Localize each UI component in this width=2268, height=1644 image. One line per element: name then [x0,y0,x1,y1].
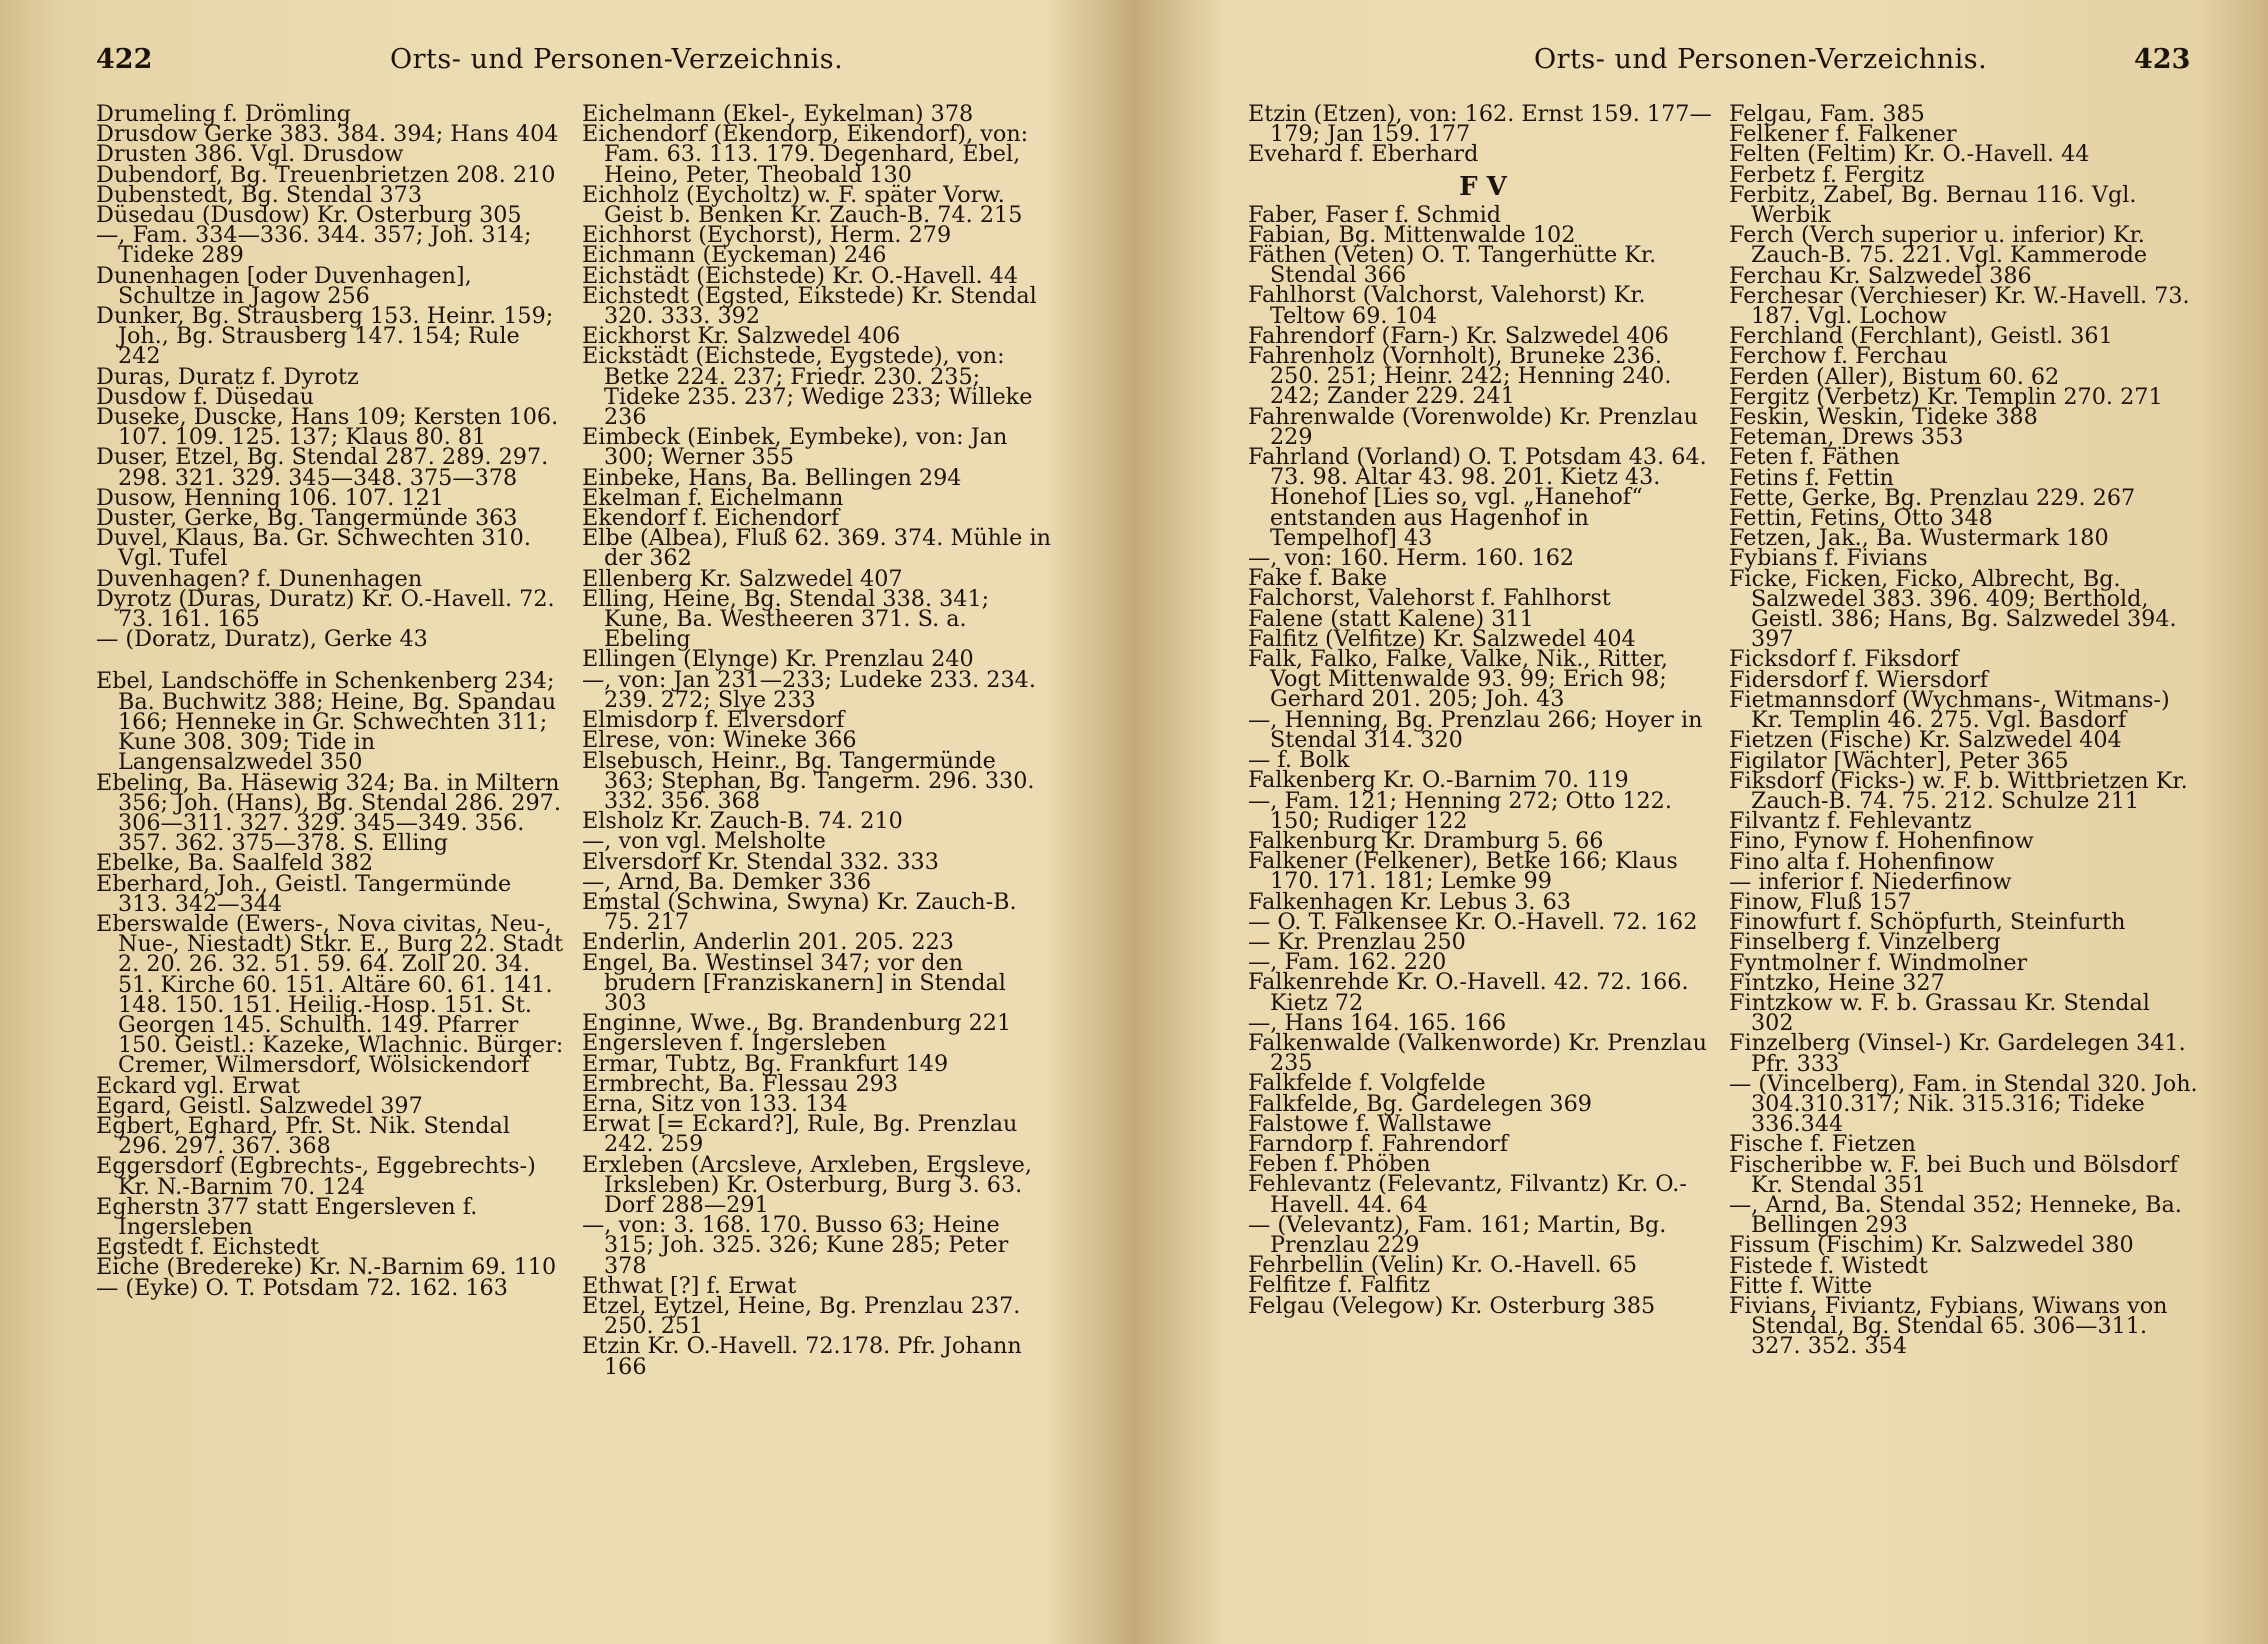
index-entry: Elling, Heine, Bg. Stendal 338. 341; Kune, Ba. Westheeren 371. S. a. Ebeling [582,585,990,653]
index-entry: Dubendorf, Bg. Treuenbrietzen 208. 210 [96,161,556,188]
left-column-2 [582,101,1052,1380]
index-entry: Ferchau Kr. Salzwedel 386 [1729,262,2032,289]
index-entry: Eichmann (Eyckeman) 246 [582,242,887,269]
index-entry: Dusow, Henning 106. 107. 121 [96,484,444,511]
index-entry: Fahrenholz (Vornholt), Bruneke 236. 250. 251; Heinr. 242; Henning 240. 242; Zander 229. 241 [1248,343,1672,410]
index-entry: Fische f. Fietzen [1729,1131,1916,1158]
index-entry: —, Arnd, Ba. Demker 336 [582,868,872,895]
index-entry: Egbert, Eghard, Pfr. St. Nik. Stendal 296. 297. 367. 368 [96,1112,510,1160]
index-entry: Fino, Fynow f. Hohenfinow [1729,828,2034,855]
index-entry: Duras, Duratz f. Dyrotz [96,363,359,390]
left-column-1 [96,101,564,1301]
left-running-header: Orts- und Personen-Verzeichnis. [390,44,844,75]
index-entry: Eichelmann (Ekel-, Eykelman) 378 [582,101,974,127]
index-entry: Finzelberg (Vinsel-) Kr. Gardelegen 341. Pfr. 333 [1729,1030,2186,1077]
index-entry: Fischeribbe w. F. bei Buch und Bölsdorf Kr. Stendal 351 [1729,1151,2178,1198]
section-heading-f: F V [1459,171,1507,202]
index-entry: Erna, Sitz von 133. 134 [582,1090,848,1117]
index-entry: Figilator [Wächter], Peter 365 [1729,747,2069,774]
index-entry: — (Eyke) O. T. Potsdam 72. 162. 163 [96,1274,508,1301]
index-entry: Elsebusch, Heinr., Bg. Tangermünde 363; Stephan, Bg. Tangerm. 296. 330. 332. 356. 368 [582,747,1035,814]
index-entry: — (Velevantz), Fam. 161; Martin, Bg. Prenzlau 229 [1248,1211,1667,1258]
index-entry: Eckard vgl. Erwat [96,1072,301,1099]
index-entry: Fidersdorf f. Wiersdorf [1729,666,1989,693]
index-entry: Fabian, Bg. Mittenwalde 102 [1248,221,1576,248]
index-entry: —, Hans 164. 165. 166 [1248,1009,1507,1036]
right-column-1-bottom [1248,201,1718,1319]
index-entry: Fetzen, Jak., Ba. Wustermark 180 [1729,525,2109,552]
index-entry: Ferbetz f. Fergitz [1729,161,1925,188]
index-entry: Falkenberg Kr. O.-Barnim 70. 119 [1248,767,1629,794]
index-entry: Elbe (Albea), Fluß 62. 369. 374. Mühle in der 362 [582,525,1051,572]
index-entry: Fissum (Fischim) Kr. Salzwedel 380 [1729,1232,2134,1259]
index-entry: Faber, Faser f. Schmid [1248,201,1502,228]
index-entry: Fietmannsdorf (Wychmans-, Witmans-) Kr. Templin 46. 275. Vgl. Basdorf [1729,686,2170,734]
index-entry: Elsholz Kr. Zauch-B. 74. 210 [582,808,903,835]
right-column-2 [1729,101,2199,1360]
index-entry: Dusdow f. Düsedau [96,383,314,410]
index-entry: Falstowe f. Wallstawe [1248,1110,1492,1137]
index-entry: Dunker, Bg. Strausberg 153. Heinr. 159; Joh., Bg. Strausberg 147. 154; Rule 242 [96,303,554,370]
index-entry: Fivians, Fiviantz, Fybians, Wiwans von Stendal, Bg. Stendal 65. 306—311. 327. 352. 354 [1729,1292,2168,1360]
index-entry: Elrese, von: Wineke 366 [582,727,857,754]
index-entry: Eichholz (Eycholtz) w. F. später Vorw. Geist b. Benken Kr. Zauch-B. 74. 215 [582,181,1023,229]
index-entry: Falkener (Felkener), Betke 166; Klaus 170. 171. 181; Lemke 99 [1248,848,1678,895]
index-entry: Fahlhorst (Valchorst, Valehorst) Kr. Teltow 69. 104 [1248,282,1646,329]
index-entry: —, Henning, Bg. Prenzlau 266; Hoyer in Stendal 314. 320 [1248,706,1703,753]
index-entry: —, Fam. 162. 220 [1248,949,1447,976]
index-entry: Fintzko, Heine 327 [1729,969,1945,996]
index-entry: Ermbrecht, Ba. Flessau 293 [582,1070,899,1097]
index-entry: Falkenhagen Kr. Lebus 3. 63 [1248,888,1571,915]
index-entry: Falk, Falko, Falke, Valke, Nik., Ritter, Vogt Mittenwalde 93. 99; Erich 98; Gerhard 201. 205; Joh. 43 [1248,646,1668,713]
index-entry: Fiksdorf (Ficks-) w. F. b. Wittbrietzen Kr. Zauch-B. 74. 75. 212. Schulze 211 [1729,767,2188,814]
index-entry: Drusdow Gerke 383. 384. 394; Hans 404 [96,121,559,148]
index-entry: Ficke, Ficken, Ficko, Albrecht, Bg. Salzwedel 383. 396. 409; Berthold, Geistl. 386; Hans, Bg. Salzwedel 394. 397 [1729,565,2177,653]
index-entry: —, von: 3. 168. 170. Busso 63; Heine 315; Joh. 325. 326; Kune 285; Peter 378 [582,1212,1009,1279]
index-entry: Eimbeck (Einbek, Eymbeke), von: Jan 300; Werner 355 [582,424,1008,471]
index-entry: Finow, Fluß 157 [1729,888,1912,915]
index-entry: Ebeling, Ba. Häsewig 324; Ba. in Miltern 356; Joh. (Hans), Bg. Stendal 286. 297. 306—311. 327. 329. 345—349. 356. 357. 362. 375—378. S. Elling [96,769,561,857]
index-entry: — Kr. Prenzlau 250 [1248,928,1466,955]
index-entry: Eickhorst Kr. Salzwedel 406 [582,323,901,350]
index-entry: Felkener f. Falkener [1729,121,1957,148]
right-page-number: 423 [2134,44,2191,75]
index-entry: Engel, Ba. Westinsel 347; vor den brudern [Franziskanern] in Stendal 303 [582,949,1006,1016]
index-entry: Falkfelde f. Volgfelde [1248,1070,1486,1097]
index-entry: Etzel, Eytzel, Heine, Bg. Prenzlau 237. 250. 251 [582,1292,1021,1340]
index-entry: Falfitz (Velfitze) Kr. Salzwedel 404 [1248,625,1636,652]
index-entry: Ferbitz, Zabel, Bg. Bernau 116. Vgl. Werbik [1729,181,2137,229]
index-entry: Eberhard, Joh., Geistl. Tangermünde 313. 342—344 [96,870,512,917]
index-entry: Duseke, Duscke, Hans 109; Kersten 106. 107. 109. 125. 137; Klaus 80. 81 [96,404,559,451]
index-entry: Ebel, Landschöffe in Schenkenberg 234; Ba. Buchwitz 388; Heine, Bg. Spandau 166; Henneke in Gr. Schwechten 311; Kune 308. 309; Tide in Langensalzwedel 350 [96,668,557,776]
index-entry: —, Fam. 334—336. 344. 357; Joh. 314; Tideke 289 [96,222,532,269]
index-entry: Felfitze f. Falfitz [1248,1272,1431,1299]
index-entry: Finselberg f. Vinzelberg [1729,929,2001,956]
index-entry: Falkfelde, Bg. Gardelegen 369 [1248,1090,1592,1117]
index-entry: Eggersdorf (Egbrechts-, Eggebrechts-) Kr. N.-Barnim 70. 124 [96,1153,536,1200]
index-entry: Falkenwalde (Valkenworde) Kr. Prenzlau 235 [1248,1029,1707,1077]
index-entry: Elmisdorp f. Elversdorf [582,707,845,734]
index-entry: Eichstädt (Eichstede) Kr. O.-Havell. 44 [582,262,1019,289]
index-entry: Felten (Feltim) Kr. O.-Havell. 44 [1729,141,2090,168]
index-entry: Eichstedt (Egsted, Eikstede) Kr. Stendal 320. 333. 392 [582,282,1037,330]
index-entry: Fahrenwalde (Vorenwolde) Kr. Prenzlau 229 [1248,403,1698,450]
index-entry: Duser, Etzel, Bg. Stendal 287. 289. 297. 298. 321. 329. 345—348. 375—378 [96,444,549,491]
index-entry: — (Vincelberg), Fam. in Stendal 320. Joh. 304.310.317; Nik. 315.316; Tideke 336.344 [1729,1070,2198,1138]
index-entry: Fahrendorf (Farn-) Kr. Salzwedel 406 [1248,322,1669,349]
index-entry: Elversdorf Kr. Stendal 332. 333 [582,848,939,875]
index-entry: Fäthen (Veten) O. T. Tangerhütte Kr. Stendal 366 [1248,242,1657,289]
index-entry: Egherstn 377 statt Engersleven f. Ingersleben [96,1193,478,1240]
index-entry: — O. T. Falkensee Kr. O.-Havell. 72. 162 [1248,908,1698,935]
index-entry: Einbeke, Hans, Ba. Bellingen 294 [582,464,962,491]
index-entry: Enginne, Wwe., Bg. Brandenburg 221 [582,1010,1012,1037]
index-entry: Ferchland (Ferchlant), Geistl. 361 [1729,323,2113,350]
index-entry: Fietzen (Fische) Kr. Salzwedel 404 [1729,727,2122,754]
right-page [1134,0,2268,1644]
index-entry: — inferior f. Niederfinow [1729,868,2012,895]
index-entry: Fette, Gerke, Bg. Prenzlau 229. 267 [1729,484,2136,511]
index-entry: Ferchow f. Ferchau [1729,343,1948,370]
index-entry: Fetins f. Fettin [1729,464,1894,491]
index-entry: Dyrotz (Duras, Duratz) Kr. O.-Havell. 72. 73. 161. 165 [96,585,555,633]
index-entry: Fino alta f. Hohenfinow [1729,848,1995,875]
index-entry: Fintzkow w. F. b. Grassau Kr. Stendal 302 [1729,989,2150,1037]
index-entry: Düsedau (Dusdow) Kr. Osterburg 305 [96,202,522,229]
index-entry: Fybians f. Fivians [1729,545,1928,572]
right-column-1-top [1248,101,1718,168]
index-entry: Emstal (Schwina, Swyna) Kr. Zauch-B. 75. 217 [582,888,1017,936]
index-entry: Etzin (Etzen), von: 162. Ernst 159. 177—179; Jan 159. 177 [1248,101,1712,148]
right-column-1 [1248,101,1718,1319]
index-entry: Fitte f. Witte [1729,1272,1873,1299]
index-entry: Felgau, Fam. 385 [1729,101,1925,127]
index-entry: Dunenhagen [oder Duvenhagen], Schultze in Jagow 256 [96,262,472,309]
index-entry: Fahrland (Vorland) O. T. Potsdam 43. 64. 73. 98. Altar 43. 98. 201. Kietz 43. Honehof [Lies so, vgl. „Hanehof“ entstanden aus Hagenhof in Tempelhof] 43 [1248,444,1707,551]
index-entry: Fistede f. Wistedt [1729,1252,1928,1279]
index-entry: Farndorp f. Fahrendorf [1248,1130,1509,1157]
index-entry: Feten f. Fäthen [1729,444,1900,471]
index-entry: Engersleven f. Ingersleben [582,1030,887,1057]
index-entry: Ficksdorf f. Fiksdorf [1729,646,1959,673]
index-entry: Duvenhagen? f. Dunenhagen [96,565,423,592]
index-entry: Feteman, Drews 353 [1729,424,1964,451]
index-entry: Fehrbellin (Velin) Kr. O.-Havell. 65 [1248,1252,1638,1279]
index-entry: Eickstädt (Eichstede, Eygstede), von: Betke 224. 237; Friedr. 230. 235; Tideke 235. 237; Wedige 233; Willeke 236 [582,343,1033,431]
index-entry: Finowfurt f. Schöpfurth, Steinfurth [1729,909,2126,936]
index-entry: Eiche (Brederekе) Kr. N.-Barnim 69. 110 [96,1254,557,1281]
index-entry: Fehlevantz (Felevantz, Filvantz) Kr. O.-Havell. 44. 64 [1248,1171,1687,1218]
index-entry: Ferch (Verch superior u. inferior) Kr. Zauch-B. 75. 221. Vgl. Kammerode [1729,222,2148,269]
index-entry: Enderlin, Anderlin 201. 205. 223 [582,929,954,956]
index-entry: Egard, Geistl. Salzwedel 397 [96,1092,423,1119]
index-entry: Ermar, Tubtz, Bg. Frankfurt 149 [582,1050,949,1077]
index-entry: Ellingen (Elynge) Kr. Prenzlau 240 [582,646,974,673]
index-entry: — (Doratz, Duratz), Gerke 43 [96,626,428,653]
index-entry: Falene (statt Kalene) 311 [1248,605,1534,632]
index-entry: Eichhorst (Eychorst), Herm. 279 [582,222,952,249]
index-entry: Ferden (Aller), Bistum 60. 62 [1729,363,2060,390]
index-entry: Fake f. Bake [1248,565,1388,592]
index-entry: Ebelke, Ba. Saalfeld 382 [96,850,374,877]
index-entry: Duster, Gerke, Bg. Tangermünde 363 [96,505,518,532]
index-entry: Drusten 386. Vgl. Drusdow [96,141,404,168]
index-entry: Filvantz f. Fehlevantz [1729,808,1972,835]
index-entry: Erwat [= Eckard?], Rule, Bg. Prenzlau 242. 259 [582,1111,1018,1158]
index-entry: Ferchesar (Verchieser) Kr. W.-Havell. 73. 187. Vgl. Lochow [1729,282,2190,330]
index-entry: Fettin, Fetins, Otto 348 [1729,505,1993,532]
right-running-header: Orts- und Personen-Verzeichnis. [1534,44,1988,75]
index-entry: Fergitz (Verbetz) Kr. Templin 270. 271 [1729,383,2163,410]
index-entry: Ellenberg Kr. Salzwedel 407 [582,565,903,592]
index-entry: Eberswalde (Ewers-, Nova civitas, Neu-, Nue-, Niestadt) Stkr. E., Burg 22. Stadt 2. 20. 26. 32. 51. 59. 64. Zoll 20. 34. 51. Kirche 60. 151. Altäre 60. 61. 141. 148. 150. 151. Heilig.-Hosp. 151. St. Georgen 145. Schulth. 149. Pfarrer 150. Geistl.: Kazeke, Wlachnic. Bürger: Cremer, Wilmersdorf, Wölsickendorf [96,910,564,1079]
index-entry: Eichendorf (Ekendorp, Eikendorf), von: Fam. 63. 113. 179. Degenhard, Ebel, Heino, Peter, Theobald 130 [582,121,1029,188]
index-entry: Etzin Kr. O.-Havell. 72.178. Pfr. Johann 166 [582,1333,1022,1380]
index-entry: Feskin, Weskin, Tideke 388 [1729,404,2038,431]
index-entry: Falkenburg Kr. Dramburg 5. 66 [1248,827,1604,854]
index-entry: Dubenstedt, Bg. Stendal 373 [96,181,423,208]
index-entry: Falchorst, Valehorst f. Fahlhorst [1248,585,1611,612]
index-entry: Drumeling f. Drömling [96,101,351,127]
index-entry: —, von: 160. Herm. 160. 162 [1248,545,1575,572]
index-entry: Ekelman f. Eichelmann [582,484,844,511]
index-entry: Egstedt f. Eichstedt [96,1234,320,1261]
index-entry: — f. Bolk [1248,747,1350,774]
index-entry: Feben f. Phöben [1248,1151,1431,1178]
index-entry: —, Arnd, Ba. Stendal 352; Henneke, Ba. Bellingen 293 [1729,1191,2182,1239]
index-entry: Felgau (Velegow) Kr. Osterburg 385 [1248,1292,1656,1319]
index-entry: —, Fam. 121; Henning 272; Otto 122. 150; Rudiger 122 [1248,787,1672,834]
index-entry: Erxleben (Arcsleve, Arxleben, Ergsleve, Irksleben) Kr. Osterburg, Burg 3. 63. Dorf 288—291 [582,1151,1032,1218]
index-entry: Ethwat [?] f. Erwat [582,1272,797,1299]
index-entry: Evehard f. Eberhard [1248,141,1479,168]
left-page-number: 422 [96,44,153,75]
index-entry: —, von: Jan 231—233; Ludeke 233. 234. 239. 272; Slye 233 [582,666,1036,713]
index-entry: Ekendorf f. Eichendorf [582,505,840,532]
index-entry: Duvel, Klaus, Ba. Gr. Schwechten 310. Vgl. Tufel [96,525,531,572]
index-entry: —, von vgl. Melsholte [582,828,826,855]
index-entry: Fyntmolner f. Windmolner [1729,949,2028,976]
index-entry: Falkenrehde Kr. O.-Havell. 42. 72. 166. Kietz 72 [1248,969,1689,1016]
